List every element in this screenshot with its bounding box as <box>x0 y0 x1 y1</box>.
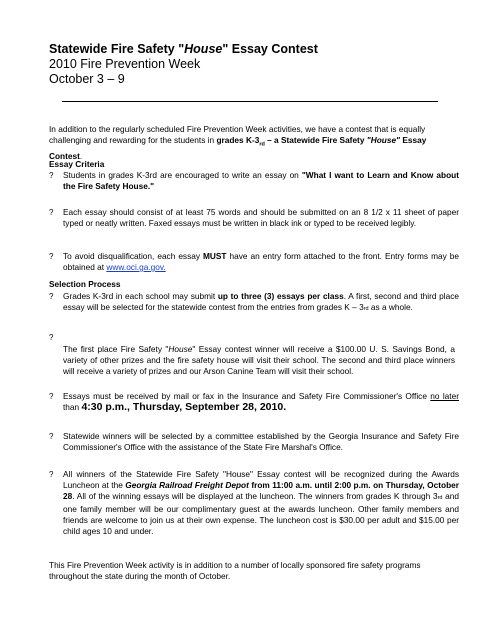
divider-line <box>62 101 438 102</box>
document-page: Statewide Fire Safety "House" Essay Contest 2010 Fire Prevention Week October 3 – 9 In addition to the regularly scheduled Fire Prevention Week activities, we have a contest that is equally challenging and rewarding for the students in grades $K-3_{rd}$ – a Statewide Fire Safety "House" Essay Contest. Essay Criteria ? Students in grades K-3rd are encouraged to write an essay on "What I want to Learn and Know about the Fire Safety House." ? Each essay should consist of at least 75 words and should be submitted on an 8 1/2 x 11 sheet of paper typed or neatly written. Faxed essays must be written in black ink or typed to be received legibly. ? To avoid disqualification, each essay MUST have an entry form attached to the front. Entry forms may be obtained at www.oci.ga.gov. Selection Process ? Grades K-3rd in each school may submit up to three (3) essays per class. A first, second and third place essay will be selected for the statewide contest from the entries from grades K – 3rd as a whole. ? The first place Fire Safety "House" Essay contest winner will receive a $100.00 U. S. Savings Bond, a variety of other prizes and the fire safety house will visit their school. The second and third place winners will receive a variety of prizes and our Arson Canine Team will visit their school. ? Essays must be received by mail or fax in the Insurance and Safety Fire Commissioner's Office no later than 4:30 p.m., Thursday, September 28, 2010. ? Statewide winners will be selected by a committee established by the Georgia Insurance and Safety Fire Commissioner's Office with the assistance of the State Fire Marshal's Office. ? All winners of the Statewide Fire Safety "House" Essay contest will be recognized during the Awards Luncheon at the Georgia Railroad Freight Depot from 11:00 a.m. until 2:00 p.m. on Thursday, October 28. All of the winning essays will be displayed at the luncheon. The winners from grades K through 3rd and one family member will be our complimentary guest at the awards luncheon. Other family members and friends are welcome to join us at their own expense. The luncheon cost is $30.00 per adult and $15.00 per child ages 10 and under. This Fire Prevention Week activity is in addition to a number of locally sponsored fire safety programs throughout the state during the month of October. <box>49 42 459 581</box>
essay-criteria-heading: Essay Criteria <box>49 159 105 169</box>
bullet-icon: ? <box>49 432 54 441</box>
document-title: Statewide Fire Safety "House" Essay Contest <box>49 42 318 56</box>
bullet-icon: ? <box>49 252 54 261</box>
bullet-icon: ? <box>49 333 54 342</box>
subtitle-dates: October 3 – 9 <box>49 72 125 86</box>
bullet-icon: ? <box>49 292 54 301</box>
closing-paragraph: This Fire Prevention Week activity is in addition to a number of locally sponsored fire safety programs throughout the state during the month of October. <box>49 560 421 581</box>
bullet-icon: ? <box>49 171 54 180</box>
bullet-icon: ? <box>49 470 54 479</box>
subtitle-week: 2010 Fire Prevention Week <box>49 57 201 71</box>
selection-process-heading: Selection Process <box>49 279 121 289</box>
bullet-icon: ? <box>49 392 54 401</box>
entry-form-link[interactable]: www.oci.ga.gov. <box>106 262 166 272</box>
intro-paragraph: In addition to the regularly scheduled Fire Prevention Week activities, we have a contest that is equally challenging and rewarding for the students in grades $K-3_{rd}$ – a Statewide Fire Safety "House" Essay Contest. <box>49 124 427 161</box>
bullet-icon: ? <box>49 208 54 217</box>
